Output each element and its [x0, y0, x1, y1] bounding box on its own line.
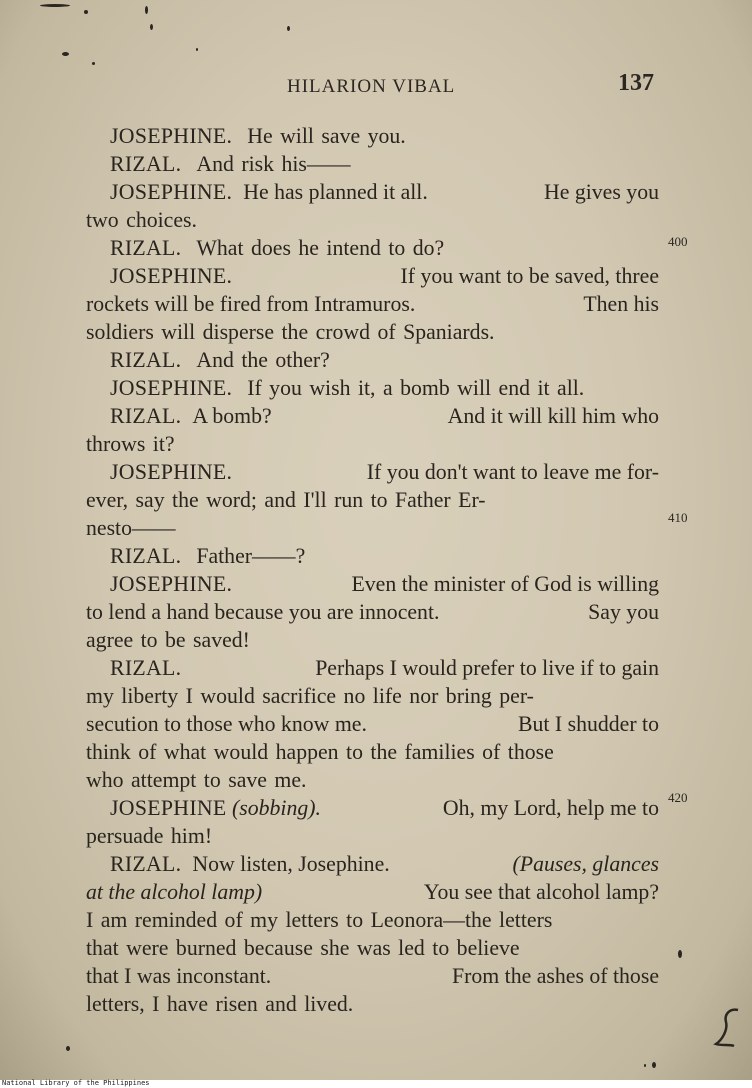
text-line [86, 934, 659, 962]
text-line [86, 234, 659, 262]
line-text: letters, I have risen and lived. [86, 992, 354, 1016]
line-text: Even the minister of God is willing [351, 572, 659, 596]
line-text: persuade him! [86, 824, 213, 848]
text-line [86, 150, 659, 178]
ink-speck [40, 4, 70, 7]
speaker-name: RIZAL. [110, 236, 182, 260]
speaker-name: RIZAL. [110, 852, 182, 876]
line-text: two choices. [86, 208, 197, 232]
line-text: He has planned it all. [243, 180, 428, 204]
line-text: If you don't want to leave me for- [366, 460, 659, 484]
line-text: And the other? [196, 348, 330, 372]
line-text: If you want to be saved, three [400, 264, 659, 288]
line-text: If you wish it, a bomb will end it all. [247, 376, 585, 400]
speaker-name: JOSEPHINE [110, 796, 227, 820]
line-text: Oh, my Lord, help me to [442, 796, 659, 820]
text-line [86, 878, 659, 906]
line-text: secution to those who know me. [86, 712, 367, 736]
line-text: Then his [583, 292, 659, 316]
text-line [86, 710, 659, 738]
line-number-marker: 420 [668, 790, 688, 805]
ink-speck [62, 52, 69, 56]
text-line [86, 486, 659, 514]
text-line [86, 570, 659, 598]
line-text: agree to be saved! [86, 628, 250, 652]
line-text: A bomb? [192, 404, 272, 428]
text-line [86, 346, 659, 374]
ink-speck [652, 1062, 656, 1068]
speaker-name: JOSEPHINE. [110, 376, 233, 400]
line-number-marker: 410 [668, 510, 688, 525]
speaker-name: RIZAL. [110, 544, 182, 568]
line-text: He will save you. [247, 124, 406, 148]
line-text: Say you [588, 600, 659, 624]
running-head: HILARION VIBAL [287, 76, 456, 97]
line-text: nesto—— [86, 516, 176, 540]
ink-speck [66, 1046, 70, 1051]
stage-direction: (sobbing). [232, 796, 321, 820]
line-text: From the ashes of those [451, 964, 659, 988]
line-text: rockets will be fired from Intramuros. [86, 292, 416, 316]
text-line [86, 122, 659, 150]
line-text: who attempt to save me. [86, 768, 307, 792]
text-line [86, 458, 659, 486]
speaker-name: RIZAL. [110, 656, 182, 680]
speaker-name: RIZAL. [110, 152, 182, 176]
line-text: Father——? [196, 544, 306, 568]
line-text: think of what would happen to the families of those [86, 740, 554, 764]
ink-speck [92, 62, 95, 65]
text-line [86, 318, 659, 346]
stage-direction: at the alcohol lamp) [86, 880, 263, 904]
text-line [86, 738, 659, 766]
line-text: He gives you [543, 180, 659, 204]
line-text: And risk his—— [196, 152, 351, 176]
line-text: Now listen, Josephine. [192, 852, 390, 876]
line-text: that I was inconstant. [86, 964, 272, 988]
text-line [86, 290, 659, 318]
page-header [0, 70, 752, 102]
line-text: ever, say the word; and I'll run to Father Er- [86, 488, 486, 512]
line-text: What does he intend to do? [196, 236, 445, 260]
speaker-name: JOSEPHINE. [110, 124, 233, 148]
play-dialogue [86, 122, 659, 1018]
line-number-marker: 400 [668, 234, 688, 249]
ink-mark-icon [708, 1000, 748, 1052]
text-line [86, 262, 659, 290]
text-line [86, 626, 659, 654]
speaker-name: JOSEPHINE. [110, 572, 233, 596]
line-text: And it will kill him who [447, 404, 659, 428]
line-text: that were burned because she was led to believe [86, 936, 520, 960]
text-line [86, 850, 659, 878]
text-line [86, 906, 659, 934]
line-text: to lend a hand because you are innocent. [86, 600, 440, 624]
text-line [86, 962, 659, 990]
speaker-name: JOSEPHINE. [110, 180, 233, 204]
text-line [86, 654, 659, 682]
page-number: 137 [618, 70, 654, 96]
text-line [86, 682, 659, 710]
text-line [86, 542, 659, 570]
text-line [86, 514, 659, 542]
library-credit: National Library of the Philippines [2, 1079, 150, 1087]
ink-speck [678, 950, 682, 958]
line-text: You see that alcohol lamp? [423, 880, 659, 904]
stage-direction: (Pauses, glances [512, 852, 659, 876]
ink-speck [287, 26, 290, 31]
line-text: Perhaps I would prefer to live if to gain [315, 656, 659, 680]
text-line [86, 766, 659, 794]
ink-speck [84, 10, 88, 14]
ink-speck [196, 48, 198, 51]
text-line [86, 178, 659, 206]
ink-speck [644, 1064, 646, 1067]
text-line [86, 990, 659, 1018]
speaker-name: RIZAL. [110, 404, 182, 428]
line-text: soldiers will disperse the crowd of Spaniards. [86, 320, 495, 344]
speaker-name: JOSEPHINE. [110, 460, 233, 484]
text-line [86, 822, 659, 850]
text-line [86, 206, 659, 234]
line-text: throws it? [86, 432, 175, 456]
text-line [86, 598, 659, 626]
text-line [86, 402, 659, 430]
line-text: my liberty I would sacrifice no life nor bring per- [86, 684, 534, 708]
line-text: But I shudder to [517, 712, 659, 736]
ink-speck [150, 24, 153, 30]
line-text: I am reminded of my letters to Leonora—the letters [86, 908, 553, 932]
text-line [86, 794, 659, 822]
text-line [86, 430, 659, 458]
text-line [86, 374, 659, 402]
speaker-name: JOSEPHINE. [110, 264, 233, 288]
speaker-name: RIZAL. [110, 348, 182, 372]
ink-speck [145, 6, 148, 14]
